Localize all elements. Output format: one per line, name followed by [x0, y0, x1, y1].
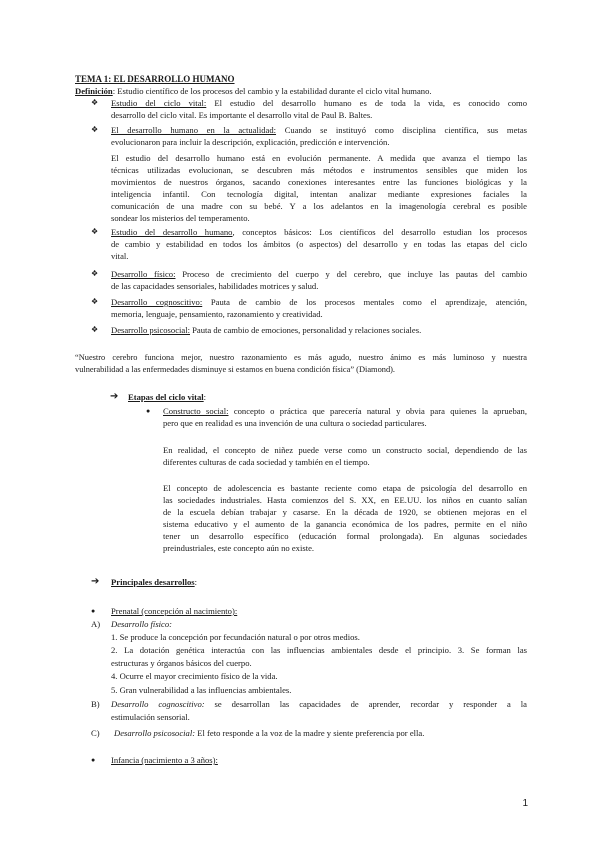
definition-text: : Estudio científico de los procesos del cambio y la estabilidad durante el ciclo vital humano.: [112, 86, 432, 96]
constructo-text: concepto o práctica que parecería natural y obvia para quienes la aprueban,: [228, 406, 527, 416]
principales-heading: [111, 576, 197, 588]
item-fisico-line-1: [111, 268, 527, 280]
prenatal-c-line: [114, 727, 424, 739]
prenatal-b-text: se desarrollan las capacidades de aprender, recordar y responder a la: [204, 699, 527, 709]
diamond-bullet-icon: ❖: [91, 325, 99, 334]
adolescencia-line-6: preindustriales, este concepto aún no existe.: [163, 543, 315, 553]
item-actualidad-line-7: comunicación de una madre con su bebé. Y a los adelantos en la imagenología cerebral es posible: [111, 201, 527, 211]
etapas-heading: [128, 391, 206, 403]
constructo-line-2: pero que en realidad es una invención de una cultura o sociedad particulares.: [163, 418, 427, 428]
quote-line-2: vulnerabilidad a las enfermedades disminuye si estamos en buena condición física” (Diamond).: [75, 365, 396, 374]
page-number: 1: [522, 798, 528, 809]
prenatal-heading: Prenatal (concepción al nacimiento):: [111, 606, 238, 616]
item-actualidad-line-6: inteligencia infantil. Con tecnología digital, intentan analizar mediante expresiones faciales la: [111, 189, 527, 199]
prenatal-a-title: Desarrollo físico:: [111, 619, 173, 629]
quote-line-1: “Nuestro cerebro funciona mejor, nuestro razonamiento es más agudo, nuestro ánimo es más luminoso y nuestra: [75, 353, 527, 362]
item-text: Pauta de cambio de los procesos mentales como el aprendizaje, atención,: [202, 297, 527, 307]
item-actualidad-line-3: El estudio del desarrollo humano está en evolución permanente. A medida que avanza el tiempo las: [111, 153, 527, 163]
ninez-line-1: En realidad, el concepto de niñez puede verse como un constructo social, dependiendo de las: [163, 445, 527, 455]
item-fisico-line-2: de las capacidades sensoriales, habilidades motrices y salud.: [111, 281, 319, 291]
arrow-right-icon: ➔: [91, 576, 100, 587]
prenatal-b-line-1: [111, 698, 527, 710]
constructo-head: Constructo social:: [163, 406, 229, 416]
prenatal-b-line-2: estimulación sensorial.: [111, 712, 190, 722]
prenatal-c-label: C): [91, 728, 100, 738]
item-text: Proceso de crecimiento del cuerpo y del cerebro, que incluye las pautas del cambio: [175, 269, 527, 279]
item-ciclo-vital-line-1: [111, 97, 527, 109]
prenatal-a-line-2: 2. La dotación genética interactúa con las influencias ambientales desde el principio. 3. Se forman las: [111, 645, 527, 655]
diamond-bullet-icon: ❖: [91, 227, 99, 236]
item-head: Desarrollo físico:: [111, 269, 176, 279]
item-cognoscitivo-line-1: [111, 296, 527, 308]
item-text: , conceptos básicos: Los científicos del desarrollo estudian los procesos: [232, 227, 527, 237]
item-actualidad-line-1: [111, 124, 527, 136]
item-psicosocial-line-1: [111, 324, 421, 336]
diamond-bullet-icon: ❖: [91, 98, 99, 107]
item-head: El desarrollo humano en la actualidad:: [111, 125, 277, 135]
prenatal-b-title: Desarrollo cognoscitivo:: [111, 699, 205, 709]
arrow-right-icon: ➔: [110, 391, 119, 402]
prenatal-b-label: B): [91, 699, 100, 709]
prenatal-c-text: El feto responde a la voz de la madre y siente preferencia por ella.: [195, 728, 425, 738]
prenatal-a-label: A): [91, 619, 101, 629]
prenatal-a-line-1: 1. Se produce la concepción por fecundación natural o por otros medios.: [111, 632, 360, 642]
item-ciclo-vital-line-2: desarrollo del ciclo vital. Es importante el desarrollo vital de Paul B. Baltes.: [111, 110, 373, 120]
diamond-bullet-icon: ❖: [91, 125, 99, 134]
prenatal-a-line-5: 5. Gran vulnerabilidad a las influencias ambientales.: [111, 685, 292, 695]
infancia-heading: Infancia (nacimiento a 3 años):: [111, 755, 218, 765]
item-cognoscitivo-line-2: memoria, lenguaje, pensamiento, razonamiento y creatividad.: [111, 309, 323, 319]
item-actualidad-line-5: movimientos de nuestros órganos, sacando conexiones interesantes entre las funciones biológicas y la: [111, 177, 527, 187]
etapas-colon: :: [203, 392, 207, 402]
circle-bullet-icon: ●: [146, 407, 151, 415]
ninez-line-2: diferentes culturas de cada sociedad y también en el tiempo.: [163, 457, 370, 467]
prenatal-a-line-4: 4. Ocurre el mayor crecimiento físico de la vida.: [111, 671, 278, 681]
item-actualidad-line-2: evolucionaron para incluir la descripción, explicación, predicción e intervención.: [111, 137, 390, 147]
circle-bullet-icon: ●: [91, 607, 96, 615]
adolescencia-line-1: El concepto de adolescencia es bastante reciente como etapa de psicología del desarrollo en: [163, 483, 527, 493]
item-conceptos-line-3: vital.: [111, 251, 129, 261]
item-head: Desarrollo psicosocial:: [111, 325, 190, 335]
item-actualidad-line-4: técnicas utilizadas evolucionan, se descubren más métodos e instrumentos sensibles que miden los: [111, 165, 527, 175]
prenatal-a-line-3: estructuras y órganos básicos del cuerpo.: [111, 658, 252, 668]
definition: [75, 85, 432, 97]
item-text: El estudio del desarrollo humano es de toda la vida, es conocido como: [206, 98, 527, 108]
prenatal-c-title: Desarrollo psicosocial:: [114, 728, 196, 738]
item-actualidad-line-8: sondear los misterios del temperamento.: [111, 213, 250, 223]
principales-colon: :: [194, 577, 198, 587]
adolescencia-line-5: tener un desarrollo específico (educación formal prolongada). En algunas sociedades: [163, 531, 527, 541]
circle-bullet-icon: ●: [91, 756, 96, 764]
item-conceptos-line-1: [111, 226, 527, 238]
item-text: Cuando se instituyó como disciplina científica, sus metas: [276, 125, 527, 135]
constructo-line-1: [163, 405, 527, 417]
item-head: Desarrollo cognoscitivo:: [111, 297, 203, 307]
definition-label: Definición: [75, 86, 113, 96]
principales-label: Principales desarrollos: [111, 577, 195, 587]
adolescencia-line-4: sistema educativo y el aumento de la ganancia económica de los padres, permite en el niño: [163, 519, 527, 529]
etapas-label: Etapas del ciclo vital: [128, 392, 204, 402]
item-text: Pauta de cambio de emociones, personalidad y relaciones sociales.: [190, 325, 422, 335]
page-title: TEMA 1: EL DESARROLLO HUMANO: [75, 74, 235, 84]
item-head: Estudio del desarrollo humano: [111, 227, 233, 237]
adolescencia-line-2: las sociedades industriales. Hasta comienzos del S. XX, en EE.UU. los niños en cuanto salían: [163, 495, 527, 505]
item-conceptos-line-2: de cambio y estabilidad en todos los ámbitos (o aspectos) del desarrollo y en todas las etapas del ciclo: [111, 239, 527, 249]
diamond-bullet-icon: ❖: [91, 297, 99, 306]
adolescencia-line-3: de la escuela debían trabajar y casarse. En la década de 1920, se obtienen mejoras en el: [163, 507, 527, 517]
item-head: Estudio del ciclo vital:: [111, 98, 207, 108]
diamond-bullet-icon: ❖: [91, 269, 99, 278]
